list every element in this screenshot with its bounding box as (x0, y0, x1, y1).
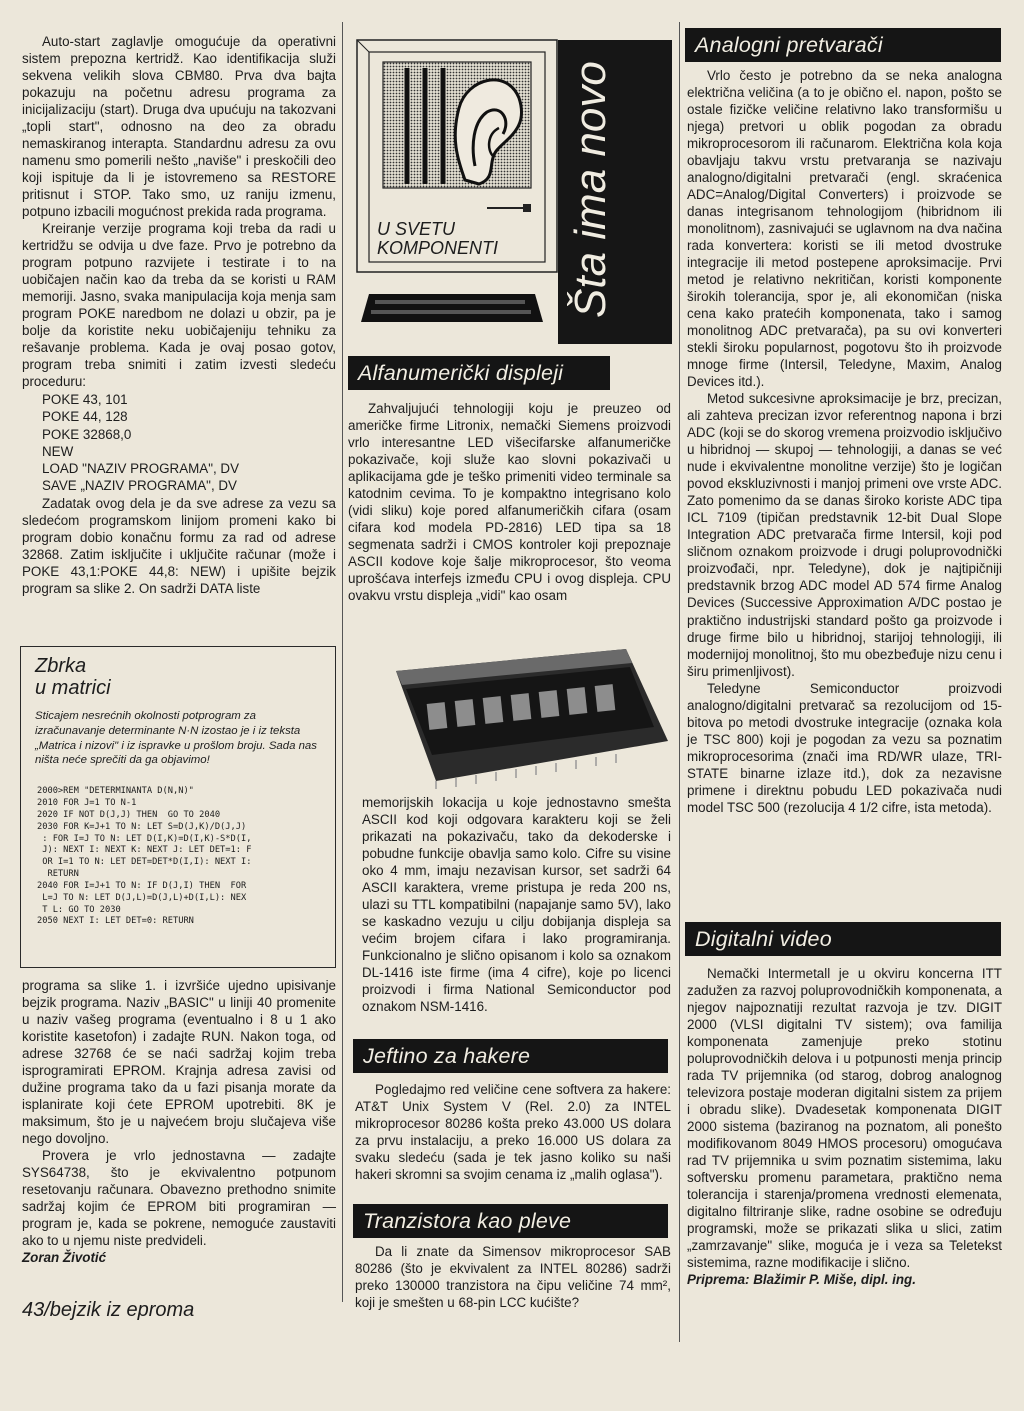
article-jeftino (355, 1081, 671, 1183)
paragraph: Provera je vrlo jednostavna — zadajte SYS64738, što je ekvivalentno potpunom resetovanju računara. Obavezno prethodno snimite sadržaj kojim će EPROM biti programiran — program je, kada se pokrene, nemoguće zaustaviti ako to u njemu niste predvideli. (22, 1148, 336, 1249)
led-display-image (376, 631, 672, 791)
paragraph: Da li znate da Simensov mikroprocesor SAB 80286 (što je ekvivalent za INTEL 80286) sadrži preko 130000 tranzistora na čipu veličine 74 mm², koji je smešten u 68-pin LCC kućište? (355, 1244, 671, 1311)
code-line: NEW (42, 443, 74, 459)
article-analogni (687, 67, 1002, 816)
paragraph: Kreiranje verzije programa koji treba da radi u kertridžu se odvija u dve faze. Prvo je potrebno da program potpuno razvijete i testirate i to na uobičajen način kao da treba da se koristi u RAM memoriji. Jasno, svaka manipulacija koja menja sam program POKE naredbom ne dolazi u obzir, pa je bolje da koristite neku uobičajeniju tehniku za rešavanje problema. Kada je ovaj posao gotov, program treba snimiti i zatim izvesti sledeću proceduru: (22, 221, 336, 390)
article-digitalni (687, 965, 1002, 1288)
heading-tranzistora: Tranzistora kao pleve (353, 1204, 668, 1238)
caption-line: KOMPONENTI (377, 237, 499, 258)
article-tranzistora (355, 1243, 671, 1311)
paragraph: Zahvaljujući tehnologiji koju je preuzeo od američke firme Litronix, nemački Siemens proizvodi vrlo interesantne LED višecifarske alfanumeričke pokazivače, koji služe kao slovni pokazivači u aplikacijama gde je teško primeniti video terminale sa katodnim cevima. To je kompaktno integrisano kolo (vidi sliku) koje pored alfanumeričkih cifara (osam cifara kod modela PD-2816) LED tipa sa 18 segmenata sadrži i CMOS kontroler koji prepoznaje ASCII kodove koje šalje mikroprocesor, što veoma uprošćava interfejs između CPU i ovog displeja. CPU ovakvu vrstu displeja „vidi" kao osam (348, 401, 671, 604)
heading-analogni: Analogni pretvarači (685, 28, 1001, 62)
code-listing (42, 391, 336, 494)
heading-digitalni: Digitalni video (685, 922, 1001, 956)
author-signature: Zoran Životić (22, 1250, 107, 1266)
code-line: SAVE „NAZIV PROGRAMA", DV (42, 478, 237, 494)
heading-jeftino: Jeftino za hakere (353, 1039, 668, 1073)
paragraph: Teledyne Semiconductor proizvodi analogno/digitalni pretvarač sa rezolucijom od 15-bitova po metodi dvostruke integracije (oznaka kola je TSC 800) koji je pogodan za vezu sa poznatim mikroprocesorima (znači ima RD/WR ulaze, TRI-STATE binarne izlaze itd.), dok za nezavisne primene i direktnu pobudu LED pokazivača nudi model TSC 500 (rezolucija 4 1/2 cifre, ista metoda). (687, 680, 1002, 815)
page-footer: 43/bejzik iz eproma (22, 1299, 195, 1321)
sidebar-box-zbrka (20, 646, 336, 968)
box-title-line: u matrici (35, 677, 111, 699)
paragraph: Nemački Intermetall je u okviru koncerna ITT zadužen za razvoj poluprovodničkih komponenata, a njegov najpoznatiji rezultat razvoja je tzv. DIGIT 2000 (VLSI digitalni TV sistem); ova familija komponenata zamenjuje preko stotinu poluprovodničkih delova i u potpunosti menja princip rada TV prijemnika (od starog, dobrog analognog televizora postaje moderan digitalni sistem za prijem i obradu slike). Dvadesetak komponenata DIGIT 2000 sistema (baziranog na poznatom, ali ponešto modifikovanom 8049 HMOS procesoru) omogućava rad TV prijemnika u svim poznatim sistemima, laku softversku promenu parametara, praktično nema tolerancija i starenja/promena vrednosti elemenata, digitalno filtriranje slike, radne osobine se određuju programski, može se prikazati slika u slici, zatim „zamrzavanje" slike, moguća je i veza sa Teletekst sistemima, razne modifikacije i slično. (687, 966, 1002, 1271)
code-line: POKE 43, 101 (42, 392, 128, 408)
author-signature: Priprema: Blažimir P. Miše, dipl. ing. (687, 1272, 916, 1288)
paragraph: Pogledajmo red veličine cene softvera za hakere: AT&T Unix System V (Rel. 2.0) za INTEL mikroprocesor 80286 košta preko 43.000 US dolara za prvu instalaciju, a preko 16.000 US dolara za svaku sledeću (sada je tek jasno koliko su naši hakeri skromni sa svojim cenama iz „malih oglasa"). (355, 1082, 671, 1183)
column-left-bottom (22, 977, 336, 1266)
paragraph: Auto-start zaglavlje omogućuje da operativni sistem prepozna kertridž. Kao identifikacija služi sekvena velikih slova CBM80. Prva dva bajta pokazuju na početnu adresu programa za inicijalizaciju (start). Druga dva upućuju na takozvani „topli start", odnosno na deo za obradu nemaskiranog interapta. Standardnu adresu za ovu namenu smo pomerili nešto „naviše" i preskočili deo koji ispituje da li je istovremeno sa RESTORE pritisnut i STOP. Tako smo, uz raniju izmenu, potpuno izbacili mogućnost prekida rada programa. (22, 34, 336, 220)
column-rule-right (679, 22, 680, 1342)
column-rule-left (342, 22, 343, 1302)
article-alfanumericki-cont (362, 794, 671, 1015)
code-line: LOAD "NAZIV PROGRAMA", DV (42, 460, 240, 476)
column-left-top (22, 33, 336, 597)
code-line: POKE 44, 128 (42, 409, 128, 425)
box-code-listing: 2000>REM "DETERMINANTA D(N,N)" 2010 FOR J=1 TO N-1 2020 IF NOT D(J,J) THEN GO TO 2040 2030 FOR K=J+1 TO N: LET S=D(J,K)/D(J,J) : FOR I=J TO N: LET D(I,K)=D(I,K)-S*D(I, J): NEXT I: NEXT K: NEXT J: LET DET=1: F OR I=1 TO N: LET DET=DET*D(I,I): NEXT I: RETURN 2040 FOR I=J+1 TO N: IF D(J,I) THEN FOR L=J TO N: LET D(J,L)=D(J,L)+D(I,L): NEX T L: GO TO 2030 2050 NEXT I: LET DET=0: RETURN (37, 786, 252, 927)
caption-line: U SVETU (377, 219, 456, 239)
paragraph: Vrlo često je potrebno da se neka analogna električna veličina (a to je obično el. napon, pošto se ostale fizičke veličine relativno lako transformišu u njega) pretvori u oblik pogodan za obradu mikroprocesorom ili računarom. Električna kola koja obavljaju takvu vrstu pretvaranja se nazivaju analogno/digitalni pretvarači (engl. skraćenica ADC=Analog/Digital Converters) i proizvode se danas integrisanom tehnologijom (hibridnom ili monolitnom), zasnivajući se uglavnom na dva načina rada konvertera: koristi se ili metod dvostruke integracije ili metod postepene aproksimacije. Prvi metod je relativno nekritičan, koristi komponente širokih tolerancija, spor je, ali ekonomičan (niska cena kako pratećih komponenata, tako i samog monolitnog ADC pretvarača), pa su ovi konverteri stekli široku popularnost, pogotovu što ih proizvode mnoge firme (Intersil, Teledyne, Maxim, Analog Devices itd.). (687, 68, 1002, 390)
box-title (35, 655, 335, 699)
section-title-vertical: Šta ima novo (566, 61, 615, 318)
paragraph: Zadatak ovog dela je da sve adrese za vezu sa sledećom programskom linijom promeni kako bi program dobio konačnu formu za rad od adrese 32868. Zatim isključite i uključite računar (može i POKE 43,1:POKE 44,8: NEW) i upišite bejzik program sa slike 2. On sadrži DATA liste (22, 496, 336, 597)
code-line: POKE 32868,0 (42, 426, 132, 442)
box-note: Sticajem nesrećnih okolnosti potprogram za izračunavanje determinante N·N izostao je i iz teksta „Matrica i nizovi" i iz ispravke u prošlom broju. Sada nas ništa neće sprečiti da ga objavimo! (35, 710, 317, 767)
heading-alfanumericki: Alfanumerički displeji (348, 356, 610, 390)
box-title-line: Zbrka (35, 655, 87, 677)
illustration-caption (377, 220, 498, 258)
paragraph: Metod sukcesivne aproksimacije je brz, precizan, ali zahteva precizan izvor referentnog napona i brzi ADC (koji se do skorog vremena proizvodio isključivo u hibridnoj — skupoj — tehnologiji, a danas se već nude i ekvivalentne monolitne verzije) što je logičan povod ekskluzivnosti i manjoj primeni ove vrste ADC. Zato pomenimo da se danas široko koriste ADC tipa ICL 7109 (tipičan predstavnik 12-bit Dual Slope Integration ADC pretvarača firme Intersil, koji pod sličnom oznakom proizvode i drugi poluprovodnički proizvođači, npr. Teledyne), dok je najtipičniji predstavnik brzog ADC model AD 574 firme Analog Devices (Successive Approximation A/DC postao je praktično industrijski standard pošto ga proizvode i druge firme bilo u hibridnoj, starijoj tehnologiji, ili modernijoj monolitnoj, što mu obezbeđuje nizu cenu i širu primenljivost). (687, 391, 1002, 679)
display-photo (376, 631, 672, 791)
paragraph: programa sa slike 1. i izvršiće ujedno upisivanje bejzik programa. Naziv „BASIC" u liniji 40 promenite u naziv vašeg programa (eventualno i 8 u 1 ako koristite kasetofon) i zadajte RUN. Nakon toga, od adrese 32768 će se naći sadržaj kojim treba isprogramirati EPROM. Krajnja adresa zavisi od dužine programa tako da u fazi pisanja morate da isplanirate koji ćete EPROM upotrebiti. 8K je maksimum, što je u najvećem broju slučajeva više nego dovoljno. (22, 978, 336, 1147)
article-alfanumericki (348, 400, 671, 604)
paragraph: memorijskih lokacija u koje jednostavno smešta ASCII kod koji odgovara karakteru koji se želi prikazati na pokazivaču, tako da dekoderske i pobudne funkcije obavlja samo kolo. Cifre su visine oko 4 mm, imaju nezavisan kursor, set sadrži 64 ASCII karaktera, vreme pristupa je reda 200 ns, ulazi su TTL kompatibilni (napajanje samo 5V), lako se kaskadno vezuju u cilju dobijanja displeja sa većim brojem cifara i lako programiranja. Funkcionalno je slično opisanom i kolo sa oznakom DL-1416 iste firme (ima 4 cifre), koje po licenci proizvodi i firma National Semiconductor pod oznakom NSM-1416. (362, 795, 671, 1015)
